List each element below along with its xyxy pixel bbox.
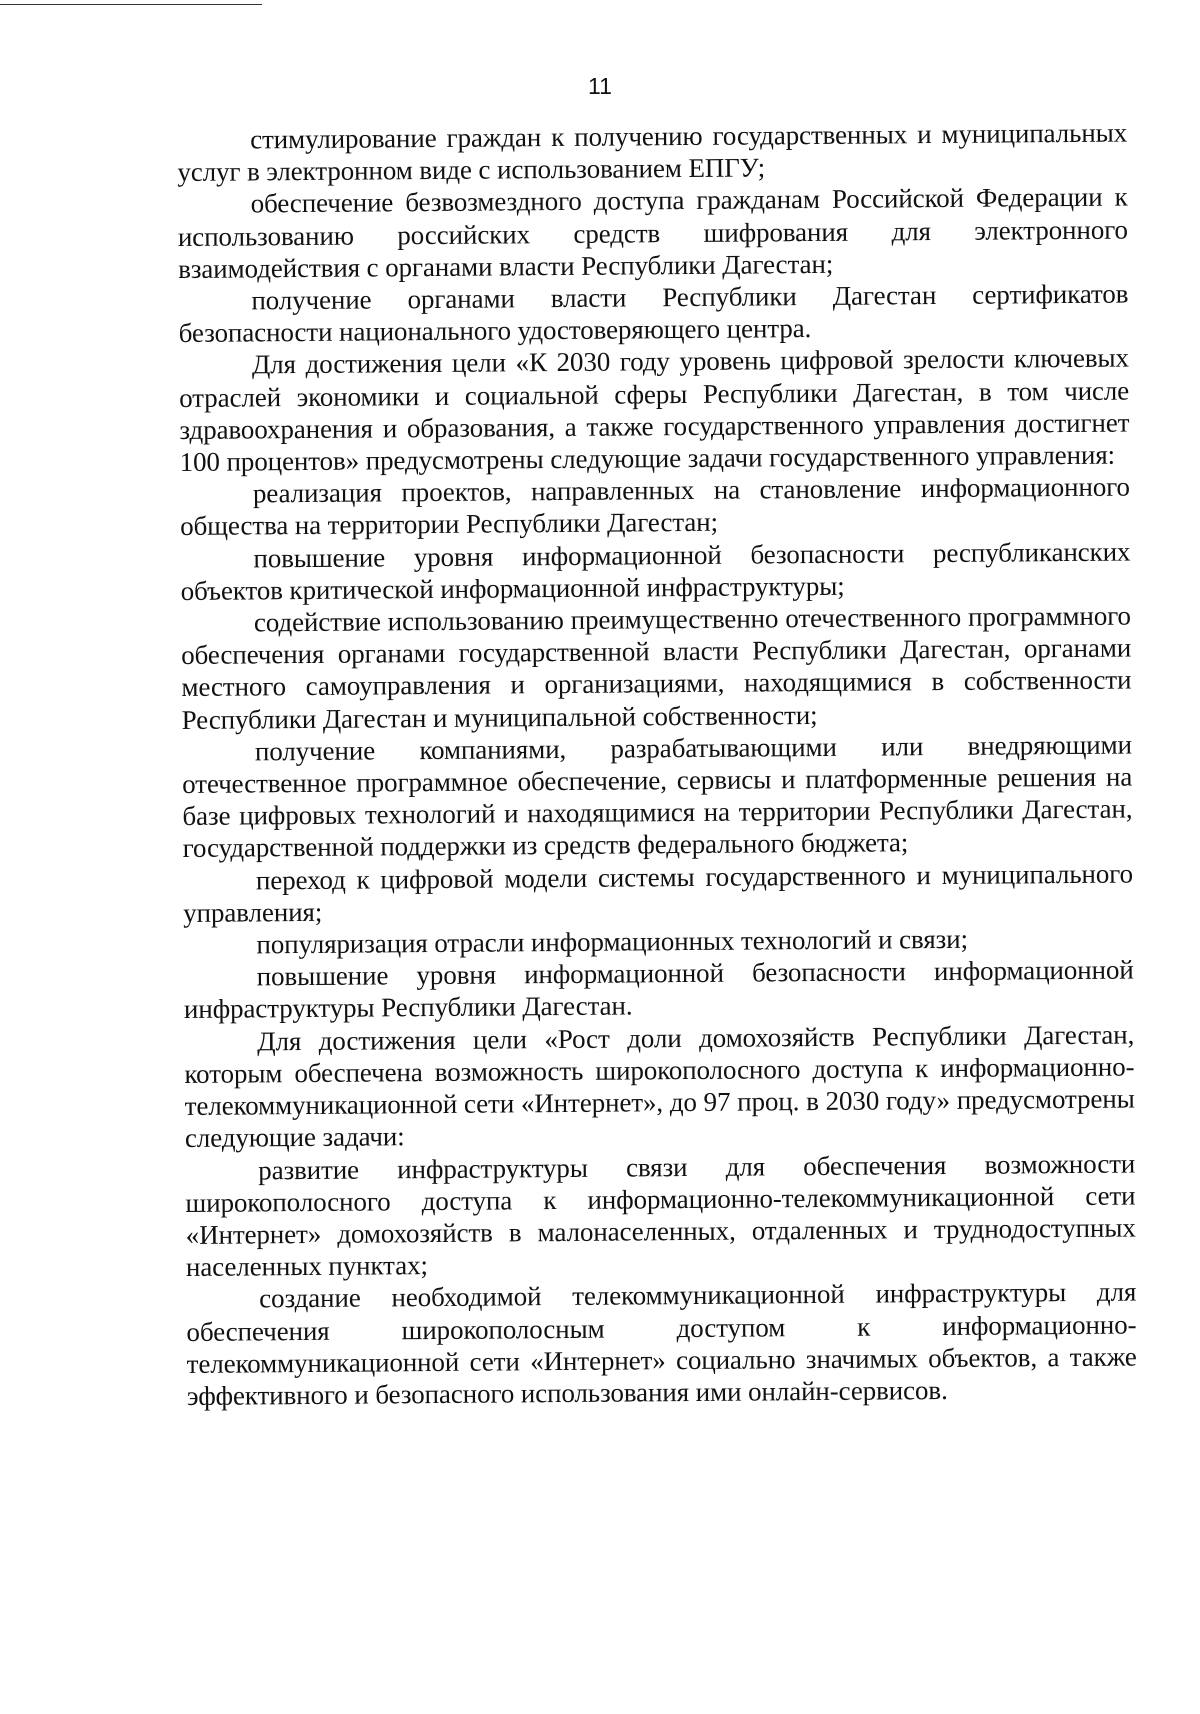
page-number: 11 [588,73,612,99]
paragraph-social-objects-access: создание необходимой телекоммуникационной инфраструктуры для обеспечения широкополосным доступом к информационно-телекоммуникационной сети «Интернет» социально значимых объектов, а также эффективного и безопасного использования ими онлайн-сервисов. [186,1276,1137,1411]
paragraph-communications-infrastructure: развитие инфраструктуры связи для обеспечения возможности широкополосного доступа к информационно-телекоммуникационной сети «Интернет» домохозяйств в малонаселенных, отдаленных и труднодоступных населенных пунктах; [185,1148,1136,1283]
paragraph-domestic-software: содействие использованию преимущественно отечественного программного обеспечения органами государственной власти Республики Дагестан, органами местного самоуправления и организациями, находящимися в собственности Республики Дагестан и муниципальной собственности; [181,600,1132,735]
paragraph-infrastructure-security: повышение уровня информационной безопасности информационной инфраструктуры Республики Дагестан. [183,954,1134,1025]
paragraph-security-certificates: получение органами власти Республики Дагестан сертификатов безопасности национального удостоверяющего центра. [178,278,1129,349]
paragraph-broadband-goal: Для достижения цели «Рост доли домохозяйств Республики Дагестан, которым обеспечена возможность широкополосного доступа к информационно-телекоммуникационной сети «Интернет», до 97 проц. в 2030 году» предусмотрены следующие задачи: [184,1019,1135,1154]
paragraph-encryption-access: обеспечение безвозмездного доступа гражданам Российской Федерации к использованию российских средств шифрования для электронного взаимодействия с органами власти Республики Дагестан; [177,181,1128,284]
paragraph-critical-infrastructure: повышение уровня информационной безопасности республиканских объектов критической информационной инфраструктуры; [180,536,1131,606]
paragraph-it-popularization: популяризация отрасли информационных технологий и связи; [256,923,969,960]
paragraph-digital-governance-model: переход к цифровой модели системы государственного и муниципального управления; [183,858,1134,928]
paragraph-state-support: получение компаниями, разрабатывающими или внедряющими отечественное программное обеспечение, сервисы и платформенные решения на базе цифровых технологий и находящимися на территории Республики Дагестан, государственной поддержки из средств федерального бюджета; [182,729,1133,864]
paragraph-information-society: реализация проектов, направленных на становление информационного общества на территории Республики Дагестан; [180,471,1130,542]
paragraph-epgu-stimulation: стимулирование граждан к получению государственных и муниципальных услуг в электронном виде с использованием ЕПГУ; [177,117,1128,188]
top-edge-rule [0,4,262,5]
paragraph-digital-maturity-goal: Для достижения цели «К 2030 году уровень цифровой зрелости ключевых отраслей экономики и социальной сферы Республики Дагестан, в том числе здравоохранения и образования, а также государственного управления достигнет 100 процентов» предусмотрены следующие задачи государственного управления: [179,342,1130,478]
document-body [177,117,1137,1413]
